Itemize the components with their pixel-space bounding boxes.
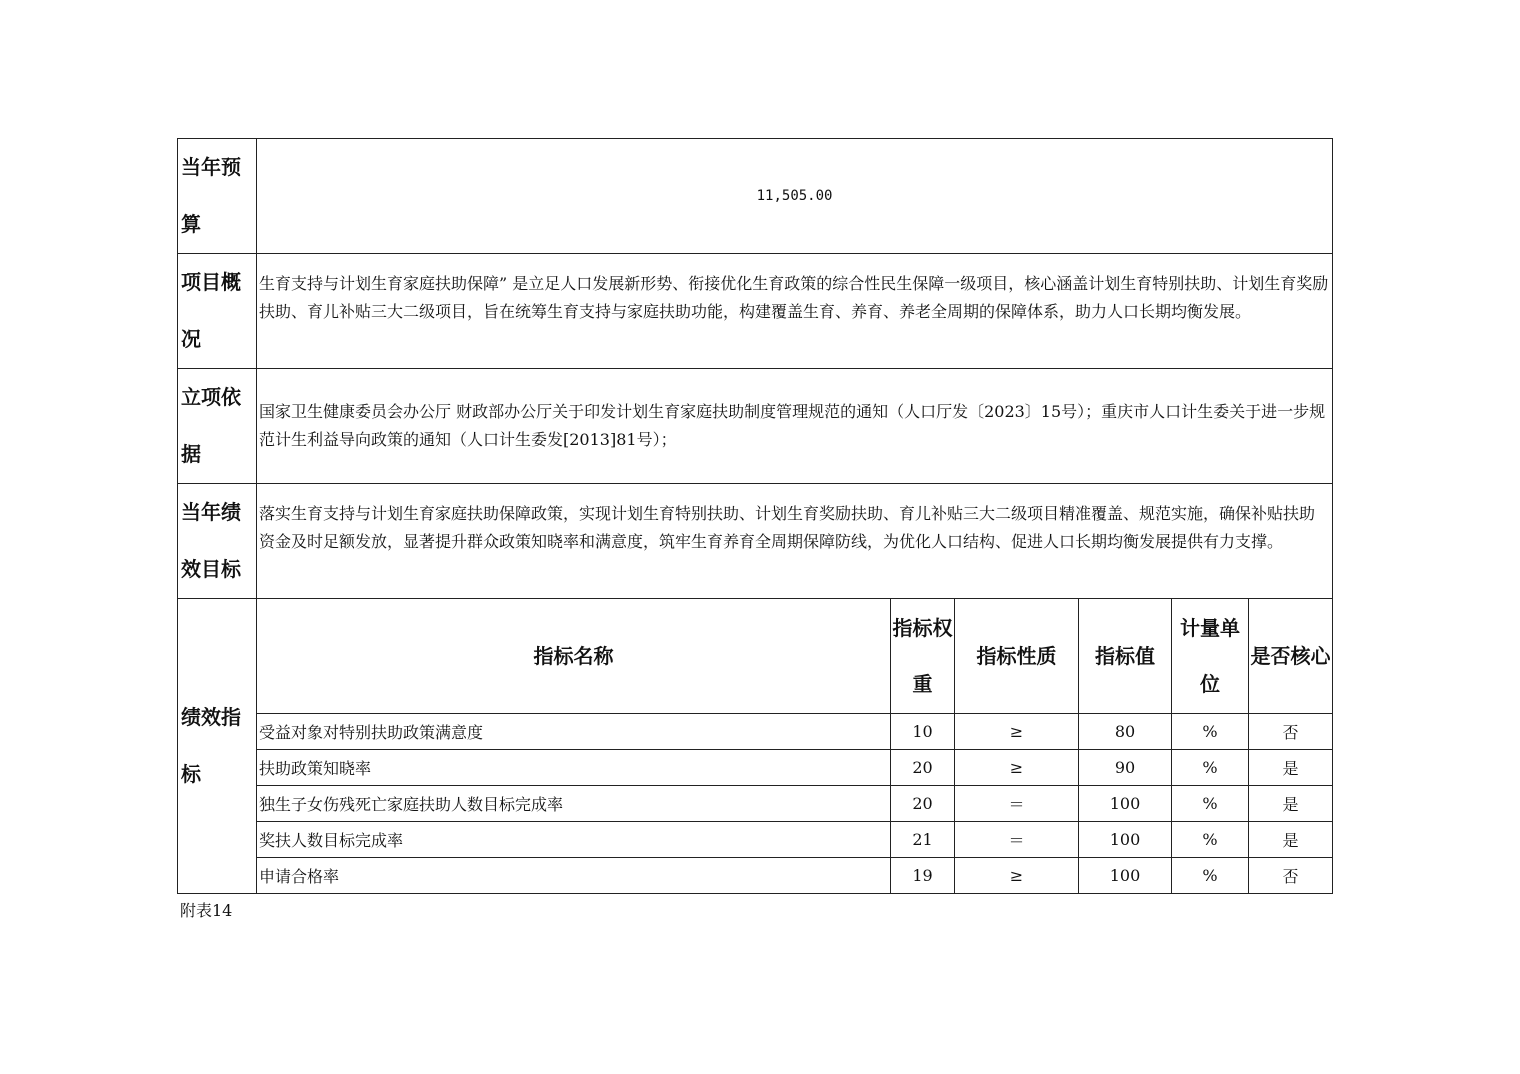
overview-text: 生育支持与计划生育家庭扶助保障” 是立足人口发展新形势、衔接优化生育政策的综合性民生保障一级项目，核心涵盖计划生育特别扶助、计划生育奖励扶助、育儿补贴三大二级项目，旨在统筹生育支持与家庭扶助功能，构建覆盖生育、养育、养老全周期的保障体系，助力人口长期均衡发展。 (257, 254, 1333, 369)
indicator-nature: ≥ (955, 858, 1079, 894)
indicator-nature: ＝ (955, 786, 1079, 822)
indicator-weight: 20 (891, 786, 955, 822)
header-core: 是否核心 (1249, 599, 1333, 714)
indicator-header-row (178, 599, 1333, 714)
attachment-footnote: 附表14 (180, 901, 233, 920)
header-nature: 指标性质 (955, 599, 1079, 714)
header-weight: 指标权重 (891, 599, 955, 714)
table-row (178, 750, 1333, 786)
table-row (178, 822, 1333, 858)
header-name: 指标名称 (257, 599, 891, 714)
indicator-core: 是 (1249, 750, 1333, 786)
indicator-weight: 21 (891, 822, 955, 858)
table-row (178, 786, 1333, 822)
indicator-unit: % (1172, 858, 1249, 894)
table-row (178, 858, 1333, 894)
indicator-nature: ≥ (955, 750, 1079, 786)
budget-label: 当年预算 (178, 139, 257, 254)
header-unit: 计量单位 (1172, 599, 1249, 714)
header-value: 指标值 (1079, 599, 1172, 714)
indicator-weight: 10 (891, 714, 955, 750)
goal-label: 当年绩效目标 (178, 484, 257, 599)
indicator-core: 否 (1249, 858, 1333, 894)
indicator-core: 是 (1249, 822, 1333, 858)
indicator-name: 独生子女伤残死亡家庭扶助人数目标完成率 (257, 786, 891, 822)
budget-value: 11,505.00 (257, 139, 1333, 254)
indicator-value: 90 (1079, 750, 1172, 786)
indicator-core: 否 (1249, 714, 1333, 750)
indicator-name: 奖扶人数目标完成率 (257, 822, 891, 858)
indicator-name: 受益对象对特别扶助政策满意度 (257, 714, 891, 750)
table-row (178, 714, 1333, 750)
indicator-core: 是 (1249, 786, 1333, 822)
basis-text: 国家卫生健康委员会办公厅 财政部办公厅关于印发计划生育家庭扶助制度管理规范的通知（人口厅发〔2023〕15号）；重庆市人口计生委关于进一步规范计生利益导向政策的通知（人口计生委发[2013]81号）； (257, 369, 1333, 484)
indicator-value: 80 (1079, 714, 1172, 750)
indicator-weight: 19 (891, 858, 955, 894)
indicator-name: 扶助政策知晓率 (257, 750, 891, 786)
goal-text: 落实生育支持与计划生育家庭扶助保障政策，实现计划生育特别扶助、计划生育奖励扶助、育儿补贴三大二级项目精准覆盖、规范实施，确保补贴扶助资金及时足额发放，显著提升群众政策知晓率和满意度，筑牢生育养育全周期保障防线，为优化人口结构、促进人口长期均衡发展提供有力支撑。 (257, 484, 1333, 599)
indicator-value: 100 (1079, 858, 1172, 894)
indicator-value: 100 (1079, 786, 1172, 822)
indicator-unit: % (1172, 786, 1249, 822)
overview-row (178, 254, 1333, 369)
basis-label: 立项依据 (178, 369, 257, 484)
overview-label: 项目概况 (178, 254, 257, 369)
indicator-unit: % (1172, 822, 1249, 858)
indicator-nature: ＝ (955, 822, 1079, 858)
indicators-label: 绩效指标 (178, 599, 257, 894)
budget-row (178, 139, 1333, 254)
goal-row (178, 484, 1333, 599)
indicator-unit: % (1172, 750, 1249, 786)
basis-row (178, 369, 1333, 484)
performance-table (177, 138, 1333, 894)
indicator-weight: 20 (891, 750, 955, 786)
indicator-value: 100 (1079, 822, 1172, 858)
indicator-nature: ≥ (955, 714, 1079, 750)
indicator-unit: % (1172, 714, 1249, 750)
indicator-name: 申请合格率 (257, 858, 891, 894)
